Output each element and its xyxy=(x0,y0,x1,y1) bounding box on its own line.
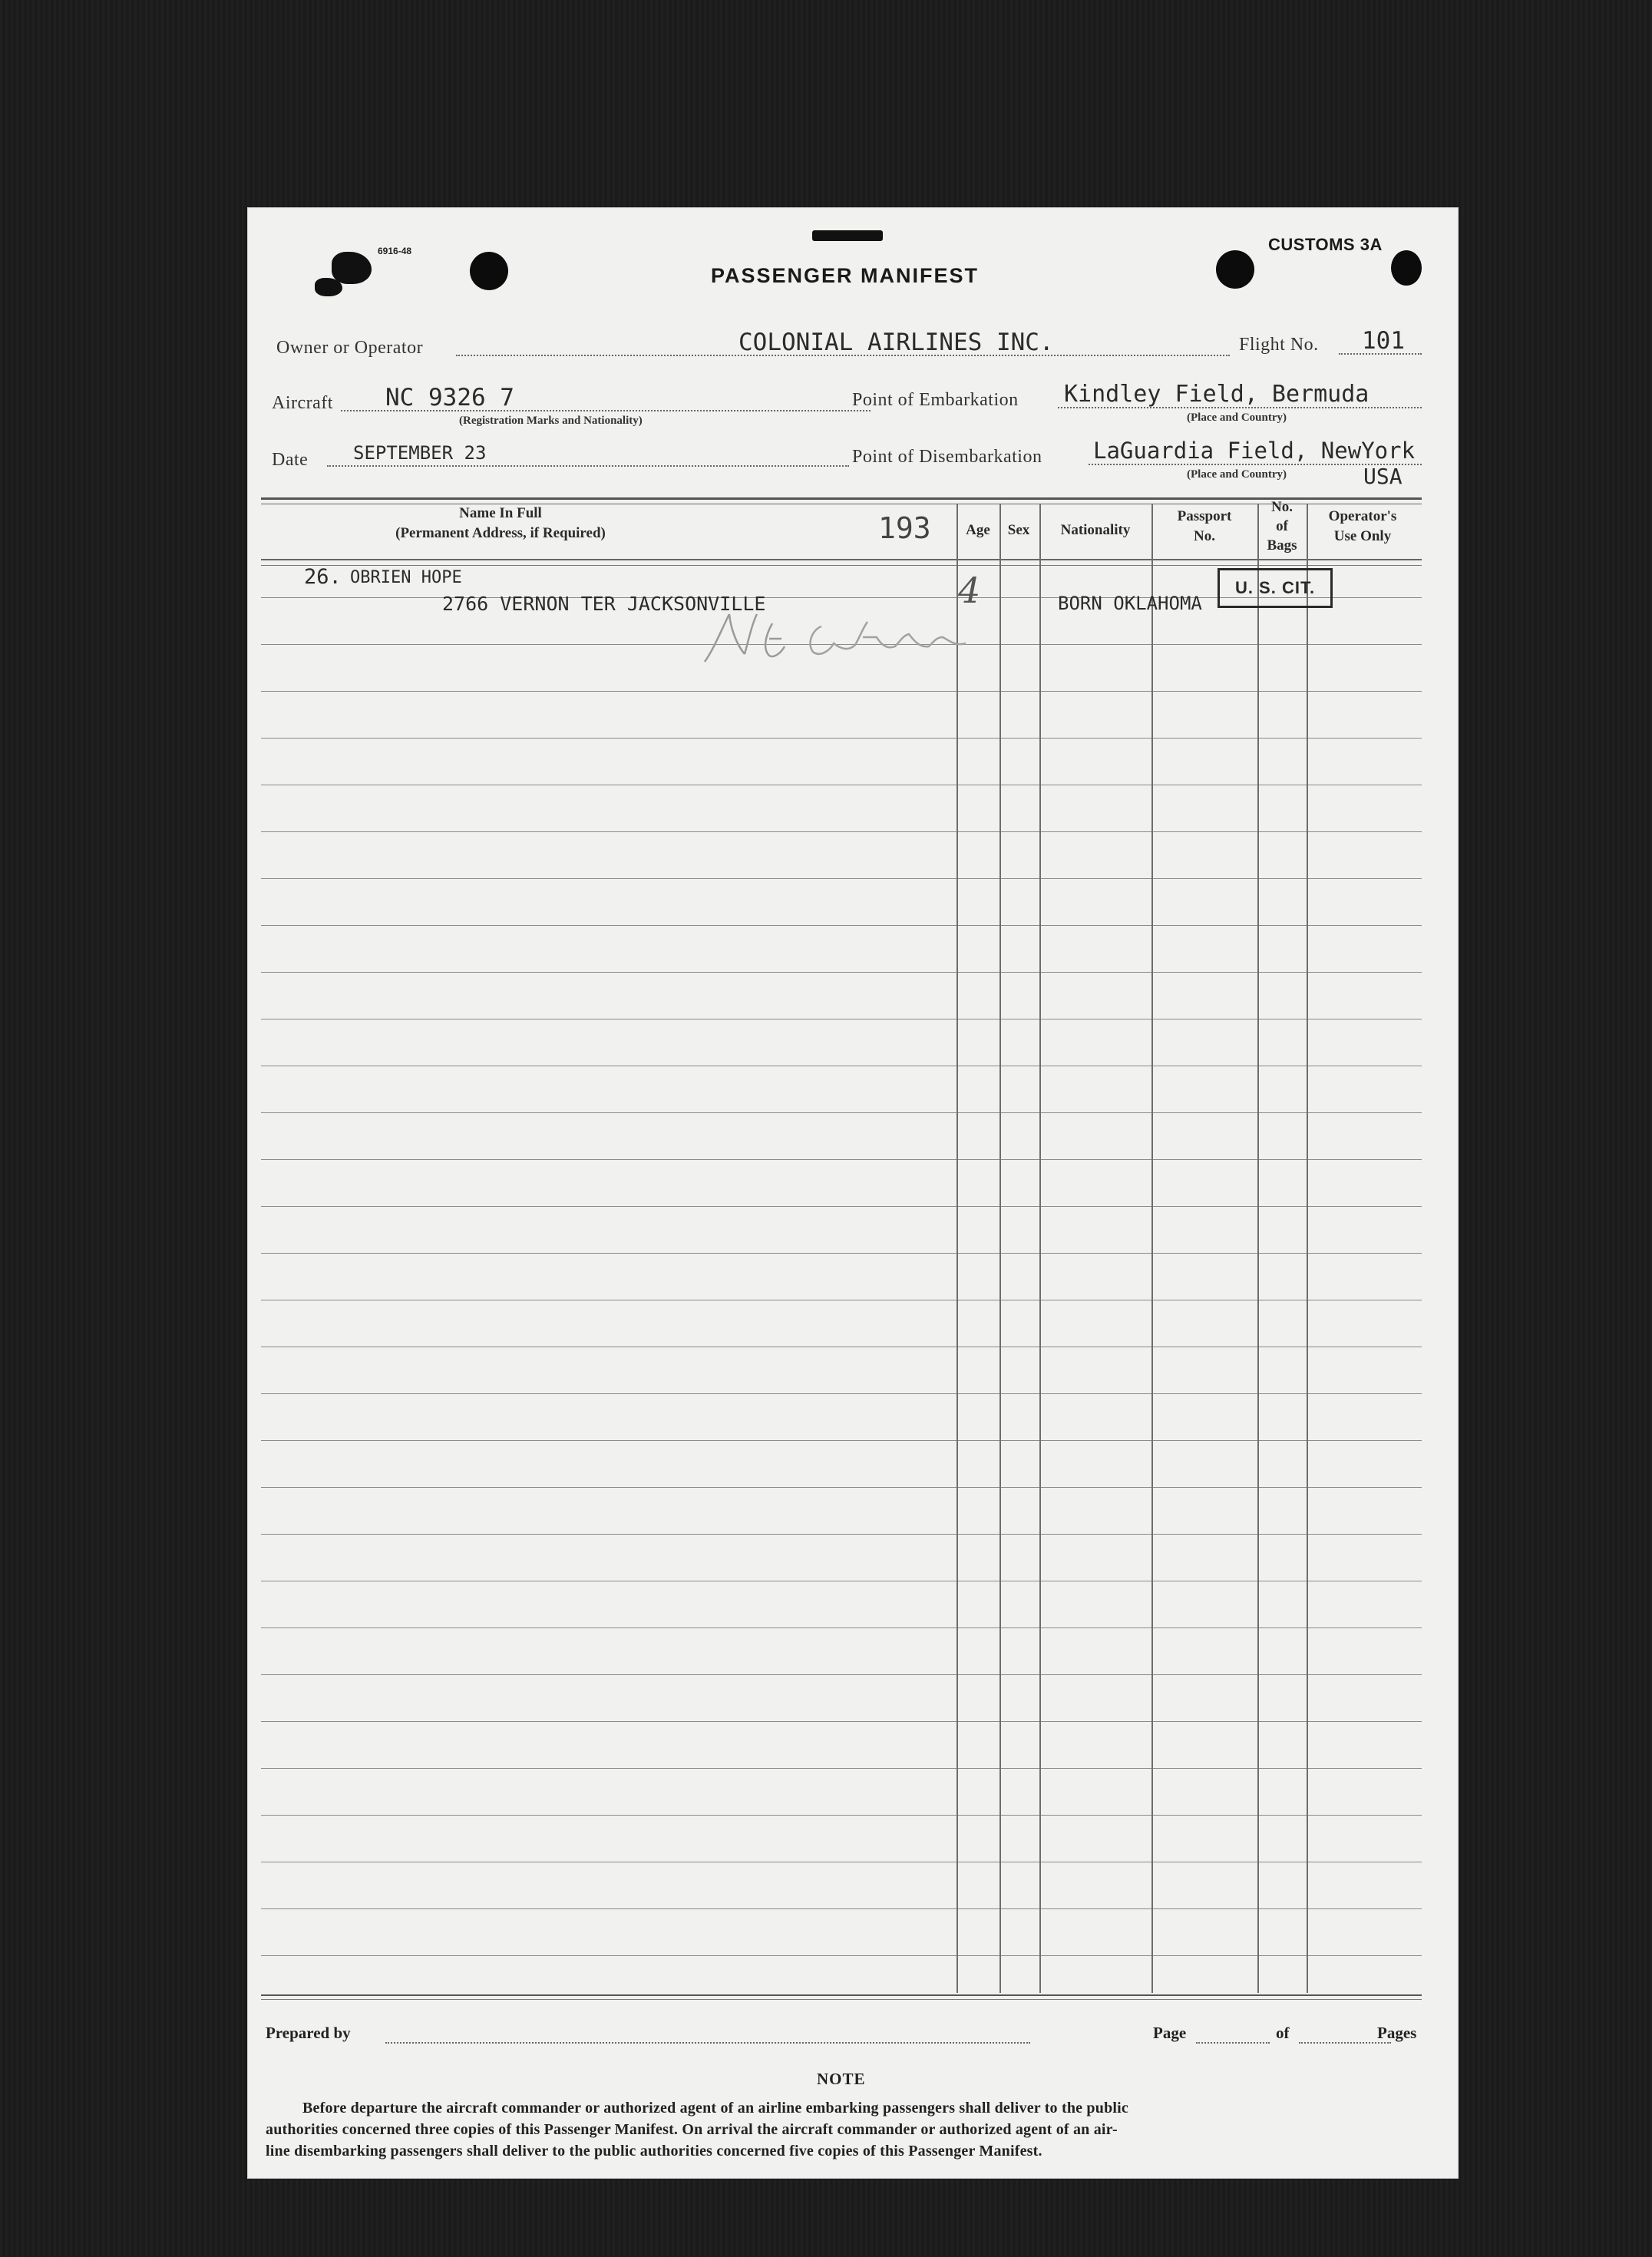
entry-number: 26. xyxy=(304,565,342,589)
header-sex: Sex xyxy=(1007,522,1030,538)
note-line-1: Before departure the aircraft commander or authorized agent of an airline embarking passengers shall deliver to the public xyxy=(302,2100,1128,2117)
ink-blot-corner xyxy=(315,278,342,296)
page-title: PASSENGER MANIFEST xyxy=(711,264,980,287)
prepared-by-label: Prepared by xyxy=(266,2024,351,2042)
table-top-border xyxy=(261,497,1422,500)
aircraft-value: NC 9326 7 xyxy=(385,384,514,411)
customs-label: CUSTOMS 3A xyxy=(1268,235,1383,254)
ink-blot-top-center xyxy=(812,230,883,241)
of-label: of xyxy=(1276,2024,1290,2042)
table-row-line xyxy=(261,691,1422,692)
pages-label: Pages xyxy=(1377,2024,1417,2042)
form-number: 6916-48 xyxy=(378,246,412,256)
table-row-line xyxy=(261,738,1422,739)
flight-label: Flight No. xyxy=(1239,335,1319,355)
note-line-2: authorities concerned three copies of this Passenger Manifest. On arrival the aircraft commander or authorized agent of an air- xyxy=(266,2121,1118,2138)
table-row-line xyxy=(261,1206,1422,1207)
date-line xyxy=(327,465,849,467)
note-text xyxy=(266,2097,1448,2162)
table-row-line xyxy=(261,831,1422,832)
header-bags-line2: of xyxy=(1276,518,1288,534)
embarkation-value: Kindley Field, Bermuda xyxy=(1064,381,1370,408)
header-nationality: Nationality xyxy=(1060,522,1131,538)
table-row-line xyxy=(261,1768,1422,1769)
prepared-by-line xyxy=(385,2042,1030,2044)
header-passport-line2: No. xyxy=(1194,528,1215,544)
header-bags xyxy=(1257,497,1307,555)
date-value: SEPTEMBER 23 xyxy=(353,442,487,464)
footer-border xyxy=(261,1994,1422,1996)
header-passport xyxy=(1151,507,1257,547)
punch-hole-left xyxy=(470,252,508,290)
table-column-line xyxy=(957,504,958,1993)
table-row-line xyxy=(261,1534,1422,1535)
page-label: Page xyxy=(1153,2024,1187,2042)
entry-age-mark: 4 xyxy=(958,570,981,611)
table-header-border xyxy=(261,559,1422,560)
punch-hole-right xyxy=(1216,250,1254,289)
note-title: NOTE xyxy=(817,2070,866,2088)
aircraft-label: Aircraft xyxy=(272,393,333,413)
entry-nationality: BORN OKLAHOMA xyxy=(1058,593,1202,614)
owner-value: COLONIAL AIRLINES INC. xyxy=(738,329,1054,356)
embarkation-label: Point of Embarkation xyxy=(852,390,1019,410)
table-row-line xyxy=(261,1112,1422,1113)
table-row-line xyxy=(261,1815,1422,1816)
table-row-line xyxy=(261,1627,1422,1628)
table-row-line xyxy=(261,1908,1422,1909)
entry-name: OBRIEN HOPE xyxy=(350,568,462,587)
disembarkation-value: LaGuardia Field, NewYork xyxy=(1093,438,1416,464)
table-row-line xyxy=(261,1721,1422,1722)
table-row-line xyxy=(261,1159,1422,1160)
header-passport-line1: Passport xyxy=(1177,508,1232,524)
header-name-line1: Name In Full xyxy=(459,505,542,521)
table-column-line xyxy=(1151,504,1153,1993)
header-bags-line3: Bags xyxy=(1267,537,1297,554)
citizen-stamp: U. S. CIT. xyxy=(1218,568,1333,608)
entry-address: 2766 VERNON TER JACKSONVILLE xyxy=(442,593,766,615)
disembarkation-note: (Place and Country) xyxy=(1187,468,1287,481)
page-line xyxy=(1196,2042,1270,2044)
table-column-line xyxy=(1307,504,1308,1993)
table-row-line xyxy=(261,1393,1422,1394)
note-line-3: line disembarking passengers shall deliver to the public authorities concerned five copies of this Passenger Manifest. xyxy=(266,2143,1042,2160)
header-age: Age xyxy=(966,522,990,538)
flight-value: 101 xyxy=(1362,327,1405,355)
ink-blot-top-left xyxy=(332,252,372,284)
header-bags-line1: No. xyxy=(1271,499,1293,515)
table-row-line xyxy=(261,878,1422,879)
table-row-line xyxy=(261,1253,1422,1254)
header-name xyxy=(332,504,669,544)
header-operator xyxy=(1307,507,1419,547)
disembarkation-value-line2: USA xyxy=(1363,464,1403,489)
footer-border-inner xyxy=(261,1999,1422,2000)
handwritten-signature xyxy=(699,606,975,668)
table-row-line xyxy=(261,1440,1422,1441)
table-header-border-inner xyxy=(261,565,1422,566)
punch-hole-far-right xyxy=(1391,250,1422,286)
header-operator-line2: Use Only xyxy=(1333,528,1392,544)
aircraft-note: (Registration Marks and Nationality) xyxy=(459,415,643,427)
sheet-number: 193 xyxy=(878,511,931,545)
owner-label: Owner or Operator xyxy=(276,338,424,358)
table-row-line xyxy=(261,1955,1422,1956)
table-row-line xyxy=(261,1487,1422,1488)
table-column-line xyxy=(1039,504,1041,1993)
embarkation-note: (Place and Country) xyxy=(1187,411,1287,424)
disembarkation-label: Point of Disembarkation xyxy=(852,447,1042,467)
manifest-sheet xyxy=(247,207,1459,2179)
table-row-line xyxy=(261,972,1422,973)
table-column-line xyxy=(999,504,1001,1993)
table-row-line xyxy=(261,1674,1422,1675)
table-column-line xyxy=(1257,504,1259,1993)
date-label: Date xyxy=(272,450,309,470)
table-row-line xyxy=(261,925,1422,926)
header-name-line2: (Permanent Address, if Required) xyxy=(395,525,606,541)
header-operator-line1: Operator's xyxy=(1328,508,1397,524)
